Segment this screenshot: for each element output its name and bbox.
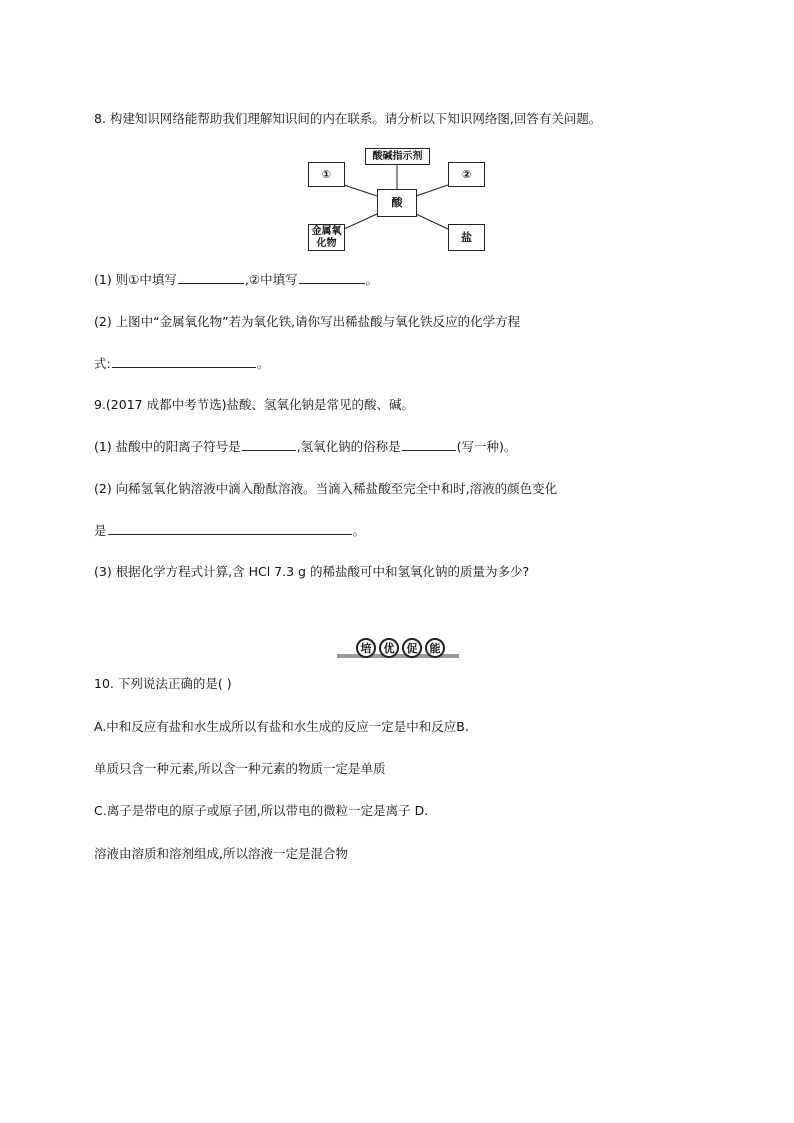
section-banner-chars xyxy=(356,638,445,658)
box-metal-oxide xyxy=(308,224,345,251)
q8-part1-text-a: (1) 则①中填写 xyxy=(94,272,177,287)
connector-right-bottom xyxy=(416,214,448,229)
q8-part2: (2) 上图中“金属氧化物”若为氧化铁,请你写出稀盐酸与氧化铁反应的化学方程 xyxy=(94,314,521,329)
q9-part1 xyxy=(94,438,516,456)
box-blank-1 xyxy=(308,162,345,187)
q9-part3: (3) 根据化学方程式计算,含 HCl 7.3 g 的稀盐酸可中和氢氧化钠的质量为多少? xyxy=(94,564,530,579)
q10-option-line-1: A.中和反应有盐和水生成所以有盐和水生成的反应一定是中和反应B. xyxy=(94,719,469,734)
q8-part1-text-c: 。 xyxy=(365,272,379,287)
box-salt xyxy=(448,224,485,251)
connector-left-top xyxy=(344,185,377,196)
q10-option-line-3: C.离子是带电的原子或原子团,所以带电的微粒一定是离子 D. xyxy=(94,803,429,818)
q9-part1-text-c: (写一种)。 xyxy=(456,439,517,454)
box-blank-2 xyxy=(448,162,485,187)
q10-stem: 10. 下列说法正确的是( ) xyxy=(94,676,232,691)
box-metal-oxide-label-1: 金属氧 xyxy=(311,225,342,237)
q9-stem: 9.(2017 成都中考节选)盐酸、氢氧化钠是常见的酸、碱。 xyxy=(94,397,414,412)
q8-part2-continued xyxy=(94,355,269,373)
q8-part2-cont-a: 式: xyxy=(94,356,111,371)
q9-part2: (2) 向稀氢氧化钠溶液中滴入酚酞溶液。当滴入稀盐酸至完全中和时,溶液的颜色变化 xyxy=(94,481,558,496)
box-acid xyxy=(377,189,417,217)
box-blank-1-label: ① xyxy=(321,167,332,181)
connector-right-top xyxy=(416,185,448,196)
answer-blank-1[interactable] xyxy=(178,271,244,284)
box-acid-label: 酸 xyxy=(391,196,403,209)
banner-char: 优 xyxy=(379,638,399,658)
q10-option-line-4: 溶液由溶质和溶剂组成,所以溶液一定是混合物 xyxy=(94,846,348,861)
answer-blank-cation[interactable] xyxy=(242,438,296,451)
connector-left-bottom xyxy=(344,214,377,229)
box-acid-base-indicator-label: 酸碱指示剂 xyxy=(372,150,423,162)
q10-option-line-2: 单质只含一种元素,所以含一种元素的物质一定是单质 xyxy=(94,761,386,776)
q8-part1-text-b: ,②中填写 xyxy=(244,272,298,287)
answer-blank-equation[interactable] xyxy=(112,355,256,368)
banner-char: 能 xyxy=(425,638,445,658)
q9-part1-text-b: ,氢氧化钠的俗称是 xyxy=(296,439,401,454)
banner-char: 培 xyxy=(356,638,376,658)
box-acid-base-indicator xyxy=(365,148,430,165)
box-blank-2-label: ② xyxy=(461,167,472,181)
q9-part2-cont-b: 。 xyxy=(352,523,366,538)
q8-stem: 8. 构建知识网络能帮助我们理解知识间的内在联系。请分析以下知识网络图,回答有关问题。 xyxy=(94,111,602,126)
section-banner xyxy=(337,638,459,662)
answer-blank-2[interactable] xyxy=(299,271,365,284)
box-metal-oxide-label-2: 化物 xyxy=(316,237,337,249)
answer-blank-common-name[interactable] xyxy=(402,438,456,451)
q9-part1-text-a: (1) 盐酸中的阳离子符号是 xyxy=(94,439,241,454)
banner-char: 促 xyxy=(402,638,422,658)
box-salt-label: 盐 xyxy=(461,230,472,244)
q9-part2-continued xyxy=(94,522,365,540)
q8-part2-cont-b: 。 xyxy=(256,356,270,371)
answer-blank-color-change[interactable] xyxy=(108,522,352,535)
q9-part2-cont-a: 是 xyxy=(94,523,107,538)
q8-part1 xyxy=(94,271,378,289)
